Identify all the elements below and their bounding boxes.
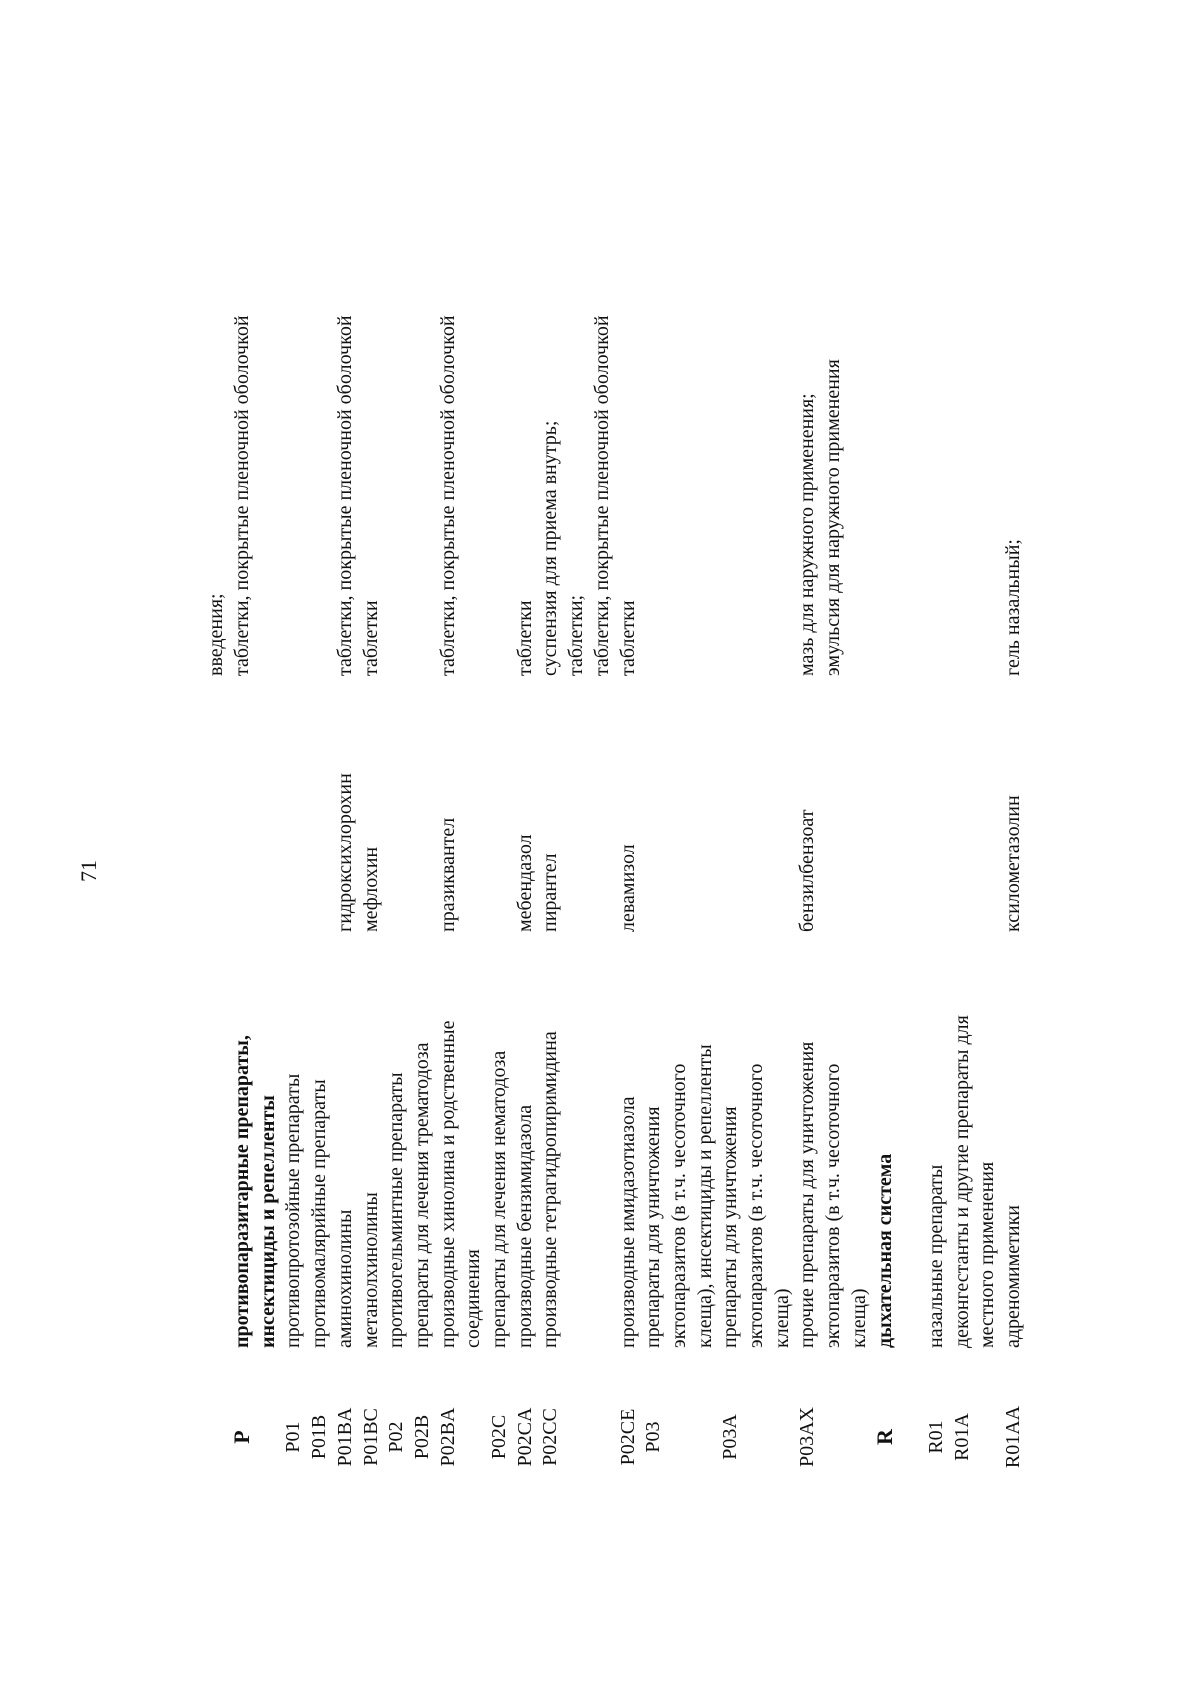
- group-name: эктопаразитов (в т.ч. чесоточного: [667, 1063, 690, 1348]
- group-name: дыхательная система: [873, 1153, 896, 1348]
- atc-code: P01BC: [359, 1408, 382, 1466]
- group-name: противомалярийные препараты: [308, 1079, 331, 1348]
- drug-name: мефлохин: [359, 846, 382, 932]
- group-name: метанолхинолины: [359, 1192, 382, 1348]
- atc-code: P02BA: [436, 1407, 459, 1467]
- dosage-form: суспензия для приема внутрь;: [539, 420, 562, 676]
- dosage-form: гель назальный;: [1002, 539, 1024, 676]
- atc-code: P01BA: [333, 1407, 356, 1467]
- dosage-form: таблетки, покрытые пленочной оболочкой: [333, 315, 356, 676]
- group-name: препараты для лечения трематодоза: [410, 1042, 433, 1348]
- group-name: адреномиметики: [1002, 1204, 1024, 1348]
- page-number: 71: [76, 860, 101, 882]
- atc-code: P01: [282, 1421, 305, 1453]
- group-name: деконгестанты и другие препараты для: [950, 1015, 973, 1348]
- atc-code: P02CC: [539, 1408, 562, 1466]
- group-name: препараты для уничтожения: [719, 1106, 742, 1348]
- drug-name: пирантел: [539, 853, 562, 932]
- drug-name: гидроксихлорохин: [333, 773, 356, 932]
- dosage-form: эмульсия для наружного применения: [822, 359, 845, 676]
- group-name: производные бензимидазола: [513, 1104, 536, 1348]
- group-name: противогельминтные препараты: [385, 1072, 408, 1348]
- atc-code: R01A: [950, 1413, 973, 1461]
- atc-code: P03AX: [796, 1407, 819, 1468]
- dosage-form: таблетки, покрытые пленочной оболочкой: [590, 315, 613, 676]
- group-name: назальные препараты: [924, 1164, 947, 1348]
- drug-name: бензилбензоат: [796, 809, 819, 932]
- atc-code: P02: [385, 1421, 408, 1453]
- drug-name: ксилометазолин: [1002, 795, 1024, 932]
- group-name: прочие препараты для уничтожения: [796, 1041, 819, 1348]
- group-name: производные тетрагидропиримидина: [539, 1031, 562, 1348]
- atc-code: P: [229, 1430, 254, 1444]
- group-name: клеща): [847, 1288, 870, 1348]
- atc-code: P01B: [308, 1414, 331, 1460]
- atc-code: P02CA: [513, 1407, 536, 1467]
- dosage-form: таблетки;: [565, 594, 588, 676]
- atc-code: R01AA: [1002, 1405, 1024, 1469]
- group-name: препараты для лечения нематодоза: [488, 1050, 510, 1348]
- dosage-form: таблетки, покрытые пленочной оболочкой: [231, 315, 253, 676]
- atc-code: P02CE: [616, 1408, 639, 1466]
- group-name: эктопаразитов (в т.ч. чесоточного: [745, 1063, 767, 1348]
- atc-code: P03: [642, 1421, 665, 1453]
- atc-code: P02B: [410, 1414, 433, 1460]
- drug-name: празиквантел: [436, 817, 459, 932]
- atc-code: P02C: [488, 1414, 510, 1460]
- group-name: производные имидазотиазола: [616, 1096, 639, 1348]
- group-name: клеща), инсектициды и репелленты: [693, 1044, 716, 1348]
- group-name: эктопаразитов (в т.ч. чесоточного: [822, 1063, 845, 1348]
- dosage-form: таблетки, покрытые пленочной оболочкой: [436, 315, 459, 676]
- group-name: противопротозойные препараты: [282, 1073, 305, 1348]
- dosage-form: таблетки: [616, 600, 639, 676]
- atc-code: R01: [924, 1420, 947, 1454]
- atc-code: P03A: [719, 1414, 742, 1460]
- atc-code: R: [871, 1429, 897, 1445]
- group-name: инсектициды и репелленты: [256, 1095, 279, 1348]
- drug-name: левамизол: [616, 844, 639, 932]
- dosage-form: таблетки: [513, 600, 536, 676]
- dosage-form: мазь для наружного применения;: [796, 393, 819, 676]
- drug-name: мебендазол: [513, 834, 536, 932]
- group-name: противопаразитарные препараты,: [231, 1035, 253, 1348]
- group-name: аминохинолины: [333, 1209, 356, 1348]
- dosage-form: введения;: [205, 593, 228, 676]
- group-name: местного применения: [976, 1161, 999, 1348]
- group-name: клеща): [770, 1288, 793, 1348]
- group-name: производные хинолина и родственные: [436, 1020, 459, 1348]
- group-name: препараты для уничтожения: [642, 1106, 665, 1348]
- dosage-form: таблетки: [359, 600, 382, 676]
- group-name: соединения: [462, 1249, 485, 1348]
